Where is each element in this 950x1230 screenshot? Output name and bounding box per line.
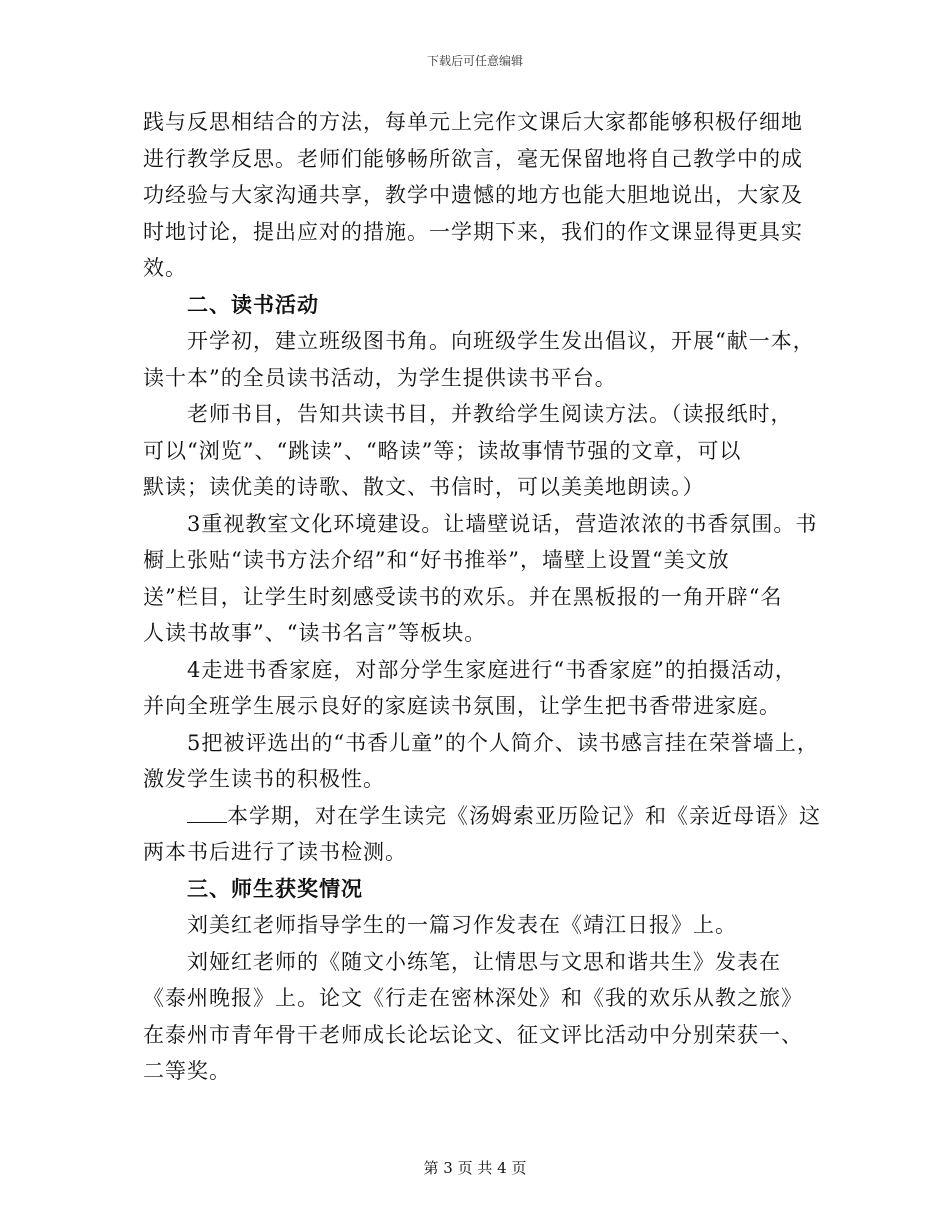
- paragraph-line: 践与反思相结合的方法，每单元上完作文课后大家都能够积极仔细地: [143, 110, 803, 134]
- document-body: [143, 104, 833, 1090]
- paragraph-line: 进行教学反思。老师们能够畅所欲言，毫无保留地将自己教学中的成: [143, 146, 803, 171]
- paragraph-line: 4走进书香家庭，对部分学生家庭进行“书香家庭”的拍摄活动，: [187, 657, 797, 682]
- paragraph-line: 《泰州晚报》上。论文《行走在密林深处》和《我的欢乐从教之旅》: [143, 986, 803, 1010]
- paragraph-line: 可以“浏览”、“跳读”、“略读”等；读故事情节强的文章，可以: [143, 438, 742, 463]
- paragraph-line: 人读书故事”、“读书名言”等板块。: [143, 621, 487, 645]
- paragraph-line: 3重视教室文化环境建设。让墙壁说话，营造浓浓的书香氛围。书: [187, 511, 818, 536]
- paragraph-line: 功经验与大家沟通共享，教学中遗憾的地方也能大胆地说出，大家及: [143, 183, 803, 207]
- paragraph-line-text: 本学期，对在学生读完《汤姆索亚历险记》和《亲近母语》这: [227, 803, 821, 828]
- paragraph-line: 两本书后进行了读书检测。: [143, 840, 407, 864]
- header-note: 下载后可任意编辑: [426, 54, 523, 68]
- paragraph-line: 5把被评选出的“书香儿童”的个人简介、读书感言挂在荣誉墙上，: [187, 730, 819, 755]
- paragraph-line: 二等奖。: [143, 1059, 231, 1083]
- paragraph-line: [143, 798, 833, 835]
- paragraph-line: 激发学生读书的积极性。: [143, 767, 385, 791]
- paragraph-line: 效。: [143, 256, 187, 280]
- paragraph-line: 读十本”的全员读书活动，为学生提供读书平台。: [143, 365, 617, 390]
- paragraph-line: 在泰州市青年骨干老师成长论坛论文、征文评比活动中分别荣获一、: [143, 1022, 803, 1047]
- fill-in-blank: [187, 800, 227, 823]
- paragraph-line: 刘美红老师指导学生的一篇习作发表在《靖江日报》上。: [187, 913, 737, 937]
- paragraph-line: 默读；读优美的诗歌、散文、书信时，可以美美地朗读。）: [143, 475, 705, 499]
- paragraph-line: 老师书目，告知共读书目，并教给学生阅读方法。（读报纸时，: [187, 402, 793, 426]
- paragraph-line: 开学初，建立班级图书角。向班级学生发出倡议，开展“献一本，: [187, 329, 815, 353]
- paragraph-line: 时地讨论，提出应对的措施。一学期下来，我们的作文课显得更具实: [143, 219, 803, 244]
- section-heading-awards: 三、师生获奖情况: [187, 876, 363, 901]
- paragraph-line: 送”栏目，让学生时刻感受读书的欢乐。并在黑板报的一角开辟“名: [143, 584, 783, 609]
- section-heading-reading: 二、读书活动: [187, 292, 319, 317]
- paragraph-line: 橱上张贴“读书方法介绍”和“好书推举”，墙壁上设置“美文放: [143, 548, 730, 572]
- paragraph-line: 刘娅红老师的《随文小练笔，让情思与文思和谐共生》发表在: [187, 949, 781, 974]
- page-number: 第 3 页 共 4 页: [423, 1159, 527, 1177]
- paragraph-line: 并向全班学生展示良好的家庭读书氛围，让学生把书香带进家庭。: [143, 694, 781, 718]
